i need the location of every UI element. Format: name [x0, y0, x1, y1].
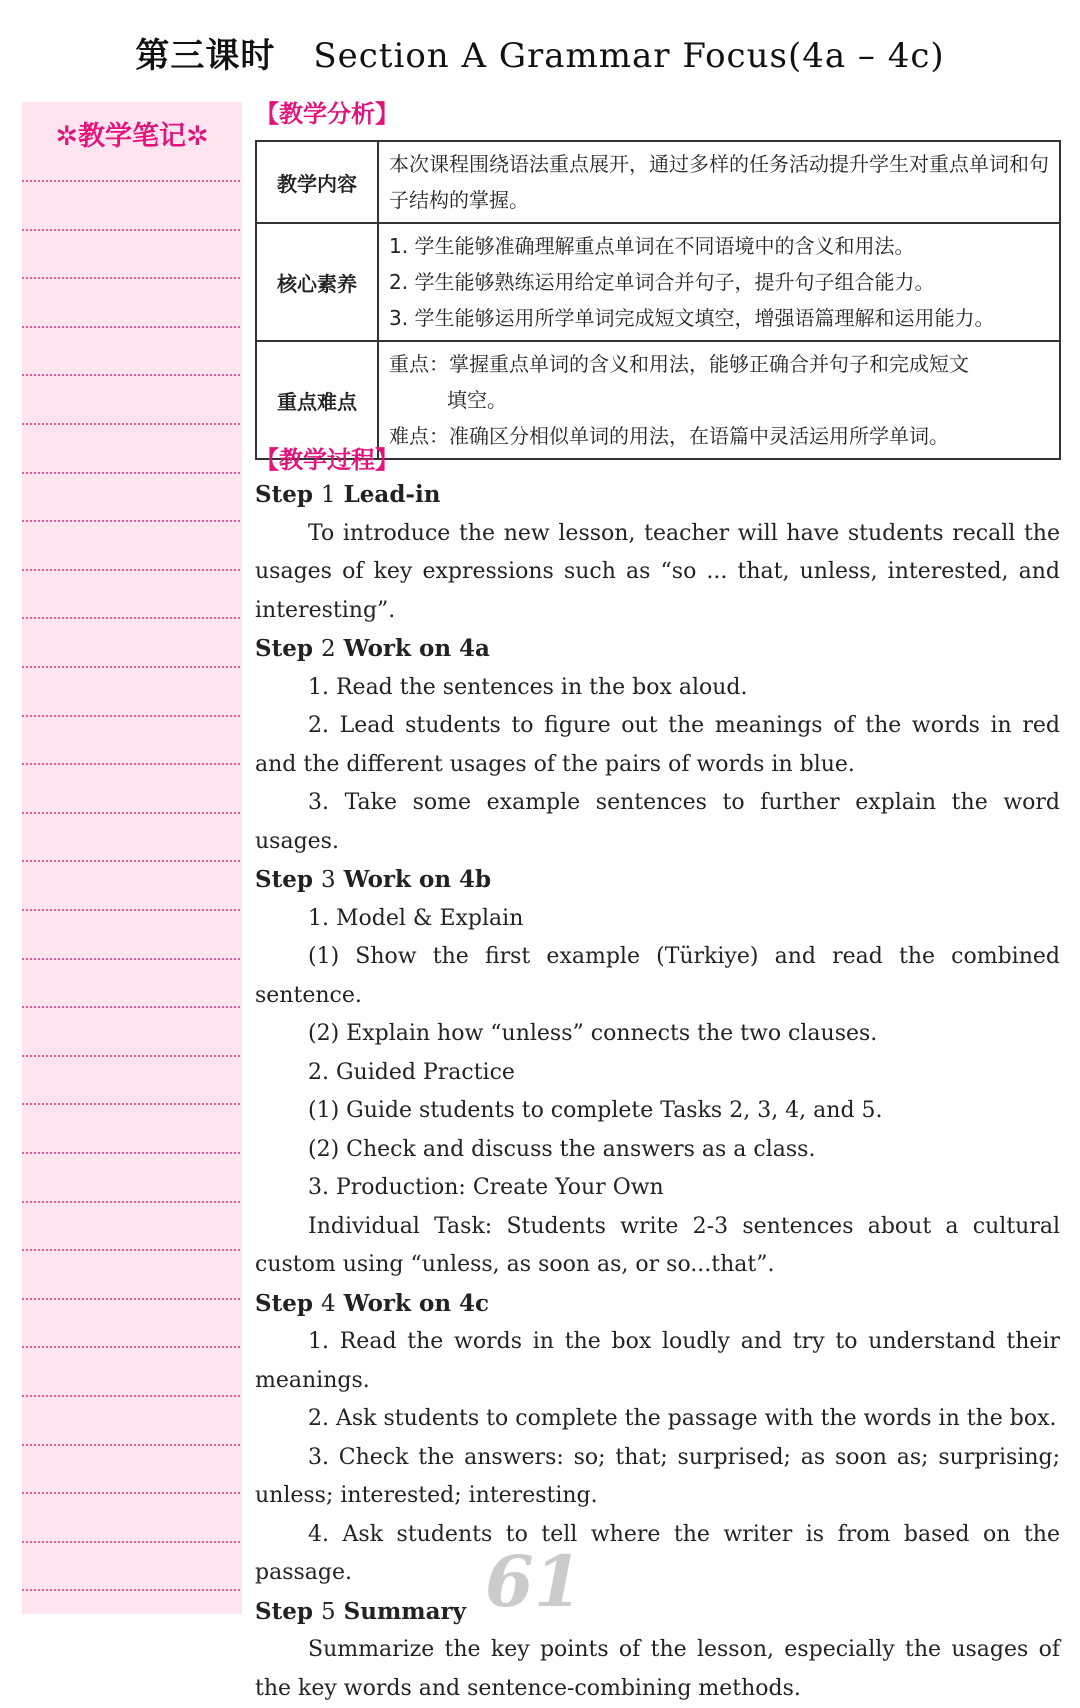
note-line	[22, 1541, 240, 1543]
step-label: Step	[255, 1289, 313, 1317]
note-line	[22, 1298, 240, 1300]
step-3-item-2a: (1) Guide students to complete Tasks 2, 3, 4, and 5.	[308, 1098, 883, 1123]
content-line: 3. 学生能够运用所学单词完成短文填空，增强语篇理解和运用能力。	[389, 306, 995, 330]
step-4-item-2: 2. Ask students to complete the passage with the words in the box.	[308, 1406, 1057, 1431]
step-5-heading	[255, 1593, 1060, 1632]
row-label: 重点难点	[256, 341, 378, 459]
note-line	[22, 715, 240, 717]
row-label: 教学内容	[256, 141, 378, 223]
step-4-heading	[255, 1285, 1060, 1324]
content-line: 2. 学生能够熟练运用给定单词合并句子，提升句子组合能力。	[389, 270, 935, 294]
step-number: 2	[320, 636, 336, 662]
note-line	[22, 1444, 240, 1446]
notes-sidebar	[22, 102, 242, 1614]
step-title: Lead-in	[343, 481, 441, 508]
note-line	[22, 860, 240, 862]
row-content	[378, 223, 1060, 341]
note-line	[22, 812, 240, 814]
step-number: 1	[320, 482, 336, 508]
note-line	[22, 1103, 240, 1105]
step-4-item-3: 3. Check the answers: so; that; surprised; as soon as; surprising; unless; interested; interesting.	[255, 1444, 1060, 1508]
note-line	[22, 277, 240, 279]
note-line	[22, 472, 240, 474]
step-title: Work on 4a	[343, 635, 490, 662]
step-4-item-4: 4. Ask students to tell where the writer is from based on the passage.	[255, 1521, 1060, 1585]
note-line	[22, 1589, 240, 1591]
content-line: 本次课程围绕语法重点展开，通过多样的任务活动提升学生对重点单词和句子结构的掌握。	[389, 152, 1049, 212]
note-line	[22, 326, 240, 328]
note-line	[22, 180, 240, 182]
note-line	[22, 520, 240, 522]
step-label: Step	[255, 635, 313, 662]
step-title: Work on 4b	[343, 866, 492, 893]
step-3-item-2: 2. Guided Practice	[308, 1059, 515, 1085]
step-3-item-1b: (2) Explain how “unless” connects the two clauses.	[308, 1021, 878, 1046]
table-row	[256, 141, 1060, 223]
note-line	[22, 1492, 240, 1494]
step-5-text: Summarize the key points of the lesson, especially the usages of the key words and sentence-combining methods.	[255, 1637, 1060, 1701]
step-3-item-1: 1. Model & Explain	[308, 905, 524, 931]
note-line	[22, 374, 240, 376]
step-2-item-3: 3. Take some example sentences to further explain the word usages.	[255, 790, 1060, 854]
row-content	[378, 141, 1060, 223]
row-content	[378, 341, 1060, 459]
step-title: Work on 4c	[343, 1289, 490, 1317]
step-3-item-3: 3. Production: Create Your Own	[308, 1175, 664, 1200]
note-line	[22, 1201, 240, 1203]
note-line	[22, 1249, 240, 1251]
content-line: 重点：掌握重点单词的含义和用法，能够正确合并句子和完成短文	[389, 352, 969, 376]
note-line	[22, 909, 240, 911]
note-line	[22, 1395, 240, 1397]
step-title: Summary	[343, 1597, 467, 1625]
analysis-heading: 【教学分析】	[255, 100, 399, 128]
process-heading: 【教学过程】	[255, 446, 399, 474]
note-line	[22, 229, 240, 231]
note-line	[22, 666, 240, 668]
step-number: 4	[320, 1290, 336, 1317]
note-line	[22, 423, 240, 425]
step-label: Step	[255, 1597, 313, 1625]
step-1-text: To introduce the new lesson, teacher will have students recall the usages of key expressions such as “so ... that, unless, interested, and interesting”.	[255, 520, 1060, 623]
note-line	[22, 1152, 240, 1154]
step-label: Step	[255, 866, 313, 893]
step-3-item-3a: Individual Task: Students write 2-3 sentences about a cultural custom using “unless, as soon as, or so...that”.	[255, 1213, 1060, 1277]
note-line	[22, 1346, 240, 1348]
page-number: 61	[485, 1540, 583, 1623]
content-line: 难点：准确区分相似单词的用法，在语篇中灵活运用所学单词。	[389, 424, 949, 448]
table-row	[256, 223, 1060, 341]
lesson-label: 第三课时	[135, 36, 276, 76]
note-line	[22, 569, 240, 571]
step-2-item-1: 1. Read the sentences in the box aloud.	[308, 674, 748, 700]
step-number: 3	[320, 867, 336, 893]
step-1-heading	[255, 476, 1060, 515]
note-line	[22, 617, 240, 619]
step-2-item-2: 2. Lead students to figure out the meanings of the words in red and the different usages of the pairs of words in blue.	[255, 713, 1060, 777]
step-2-heading	[255, 630, 1060, 669]
note-line	[22, 1055, 240, 1057]
step-number: 5	[320, 1598, 336, 1625]
content-line: 1. 学生能够准确理解重点单词在不同语境中的含义和用法。	[389, 234, 915, 258]
row-label: 核心素养	[256, 223, 378, 341]
process-body	[255, 476, 1060, 1708]
note-line	[22, 1006, 240, 1008]
step-label: Step	[255, 481, 313, 508]
content-line: 填空。	[447, 388, 507, 412]
analysis-table	[255, 140, 1061, 460]
page-title	[0, 28, 1080, 77]
step-3-item-1a: (1) Show the first example (Türkiye) and read the combined sentence.	[255, 944, 1060, 1008]
step-3-item-2b: (2) Check and discuss the answers as a class.	[308, 1136, 816, 1162]
lesson-title: Section A Grammar Focus(4a – 4c)	[313, 36, 945, 76]
note-line	[22, 958, 240, 960]
step-3-heading	[255, 861, 1060, 900]
notes-title: ✲教学笔记✲	[55, 121, 209, 152]
step-4-item-1: 1. Read the words in the box loudly and try to understand their meanings.	[255, 1329, 1060, 1393]
note-line	[22, 763, 240, 765]
